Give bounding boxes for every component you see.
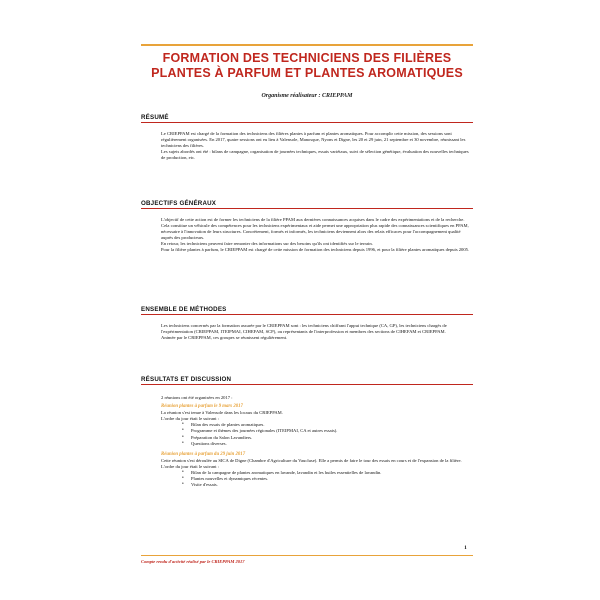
- paragraph: Les sujets abordés ont été : bilans de campagne, organisation de journées techniques, essais variétaux, suivi de sélection génétique, évaluation des nouvelles techniques de production, etc.: [161, 149, 469, 161]
- results-intro: 2 réunions ont été organisées en 2017 :: [161, 395, 233, 400]
- section-rule: [141, 384, 473, 385]
- list-item: • Bilan des essais de plantes aromatiques.: [191, 422, 473, 428]
- paragraph: Pour la filière plantes à parfum, le CRIEPPAM est chargé de cette mission de formation des techniciens depuis 1996, et pour la filière plantes aromatiques depuis 2005.: [161, 247, 470, 253]
- section-ensemble: [141, 306, 473, 341]
- title-line-2: PLANTES À PARFUM ET PLANTES AROMATIQUES: [151, 66, 463, 80]
- page-number: 1: [458, 545, 473, 556]
- list-item: • Bilan de la campagne de plantes aromatiques en lavande, lavandin et les huiles essentielles de lavandin.: [191, 470, 473, 476]
- section-objectifs: [141, 200, 473, 254]
- section-rule: [141, 314, 473, 315]
- header-rule: [141, 44, 473, 46]
- paragraph: Animée par le CRIEPPAM, ces groupes se réunissent régulièrement.: [161, 335, 288, 341]
- paragraph: Le CRIEPPAM est chargé de la formation des techniciens des filières plantes à parfum et plantes aromatiques. Pour accomplir cette mission, des sessions sont régulièrement organisées. En 2017, quatre sessions ont eu lieu à Valensole, Manosque, Nyons et Digne, les 20 et 29 juin, 21 septembre et 30 novembre, réunissant les techniciens des filières.: [161, 131, 466, 149]
- agenda-list: [161, 422, 473, 446]
- section-resume: [141, 114, 473, 161]
- section-rule: [141, 208, 473, 209]
- section-heading: RÉSULTATS ET DISCUSSION: [141, 376, 232, 383]
- footer-rule: [141, 555, 473, 556]
- subsection-title: Réunion plantes à parfum du 29 juin 2017: [161, 451, 246, 457]
- agenda-list: [161, 470, 473, 488]
- list-item: • Programme et thèmes des journées régionales (ITEIPMAI, CA et autres essais).: [191, 428, 473, 434]
- document-title: [141, 51, 473, 81]
- section-resultats: [141, 376, 473, 488]
- section-rule: [141, 122, 473, 123]
- section-heading: OBJECTIFS GÉNÉRAUX: [141, 200, 217, 207]
- paragraph: La réunion s'est tenue à Valensole dans les locaux du CRIEPPAM.: [161, 410, 283, 416]
- list-item: • Visite d'essais.: [191, 482, 473, 488]
- paragraph: En retour, les techniciens peuvent faire remonter des informations sur des besoins qu'ils ont identifiés sur le terrain.: [161, 241, 373, 247]
- list-item: • Questions diverses.: [191, 441, 473, 447]
- paragraph: L'ordre du jour était le suivant :: [161, 416, 219, 422]
- paragraph: L'objectif de cette action est de former les techniciens de la filière PPAM aux dernières connaissances acquises dans le cadre des expérimentations et de la recherche. Cela constitue un véhicule des compétences pour les techniciens expérimentaux et aide permet une appropriation plus rapide des connaissances scientifiques en PPAM, nécessaire à l'innovation de leurs structures. Concrètement, formés et informés, les techniciens deviennent alors des relais efficaces pour l'accompagnement qualité auprès des producteurs.: [161, 217, 469, 241]
- document-subtitle: Organisme réalisateur : CRIEPPAM: [261, 93, 353, 99]
- paragraph: Les techniciens concernés par la formation assurée par le CRIEPPAM sont : les techniciens chiffrant l'appui technique (CA, GP), les techniciens chargés de l'expérimentation (CRIEPPAM, ITEIPMAI, CIHEFAM, SCP), ou représentants de l'interprofession et membres des sections de CIHEFAM et CRIEPPAM.: [161, 323, 447, 335]
- section-heading: ENSEMBLE DE MÉTHODES: [141, 306, 227, 313]
- subsection-title: Réunion plantes à parfum le 9 mars 2017: [161, 404, 243, 410]
- paragraph: L'ordre du jour était le suivant :: [161, 463, 219, 469]
- list-item: • Préparation du Salon Lavandiers.: [191, 435, 473, 441]
- title-line-1: FORMATION DES TECHNICIENS DES FILIÈRES: [162, 51, 452, 65]
- paragraph: Cette réunion s'est déroulée au SICA de Digne (Chambre d'Agriculture du Vaucluse). Elle a permis de faire le tour des essais en cours et de l'expansion de la filière.: [161, 457, 462, 463]
- section-heading: RÉSUMÉ: [141, 114, 169, 121]
- list-item: • Plantes nouvelles et dynamiques récentes.: [191, 476, 473, 482]
- footer-text: Compte rendu d'activité réalisé par le CRIEPPAM 2017: [141, 559, 245, 564]
